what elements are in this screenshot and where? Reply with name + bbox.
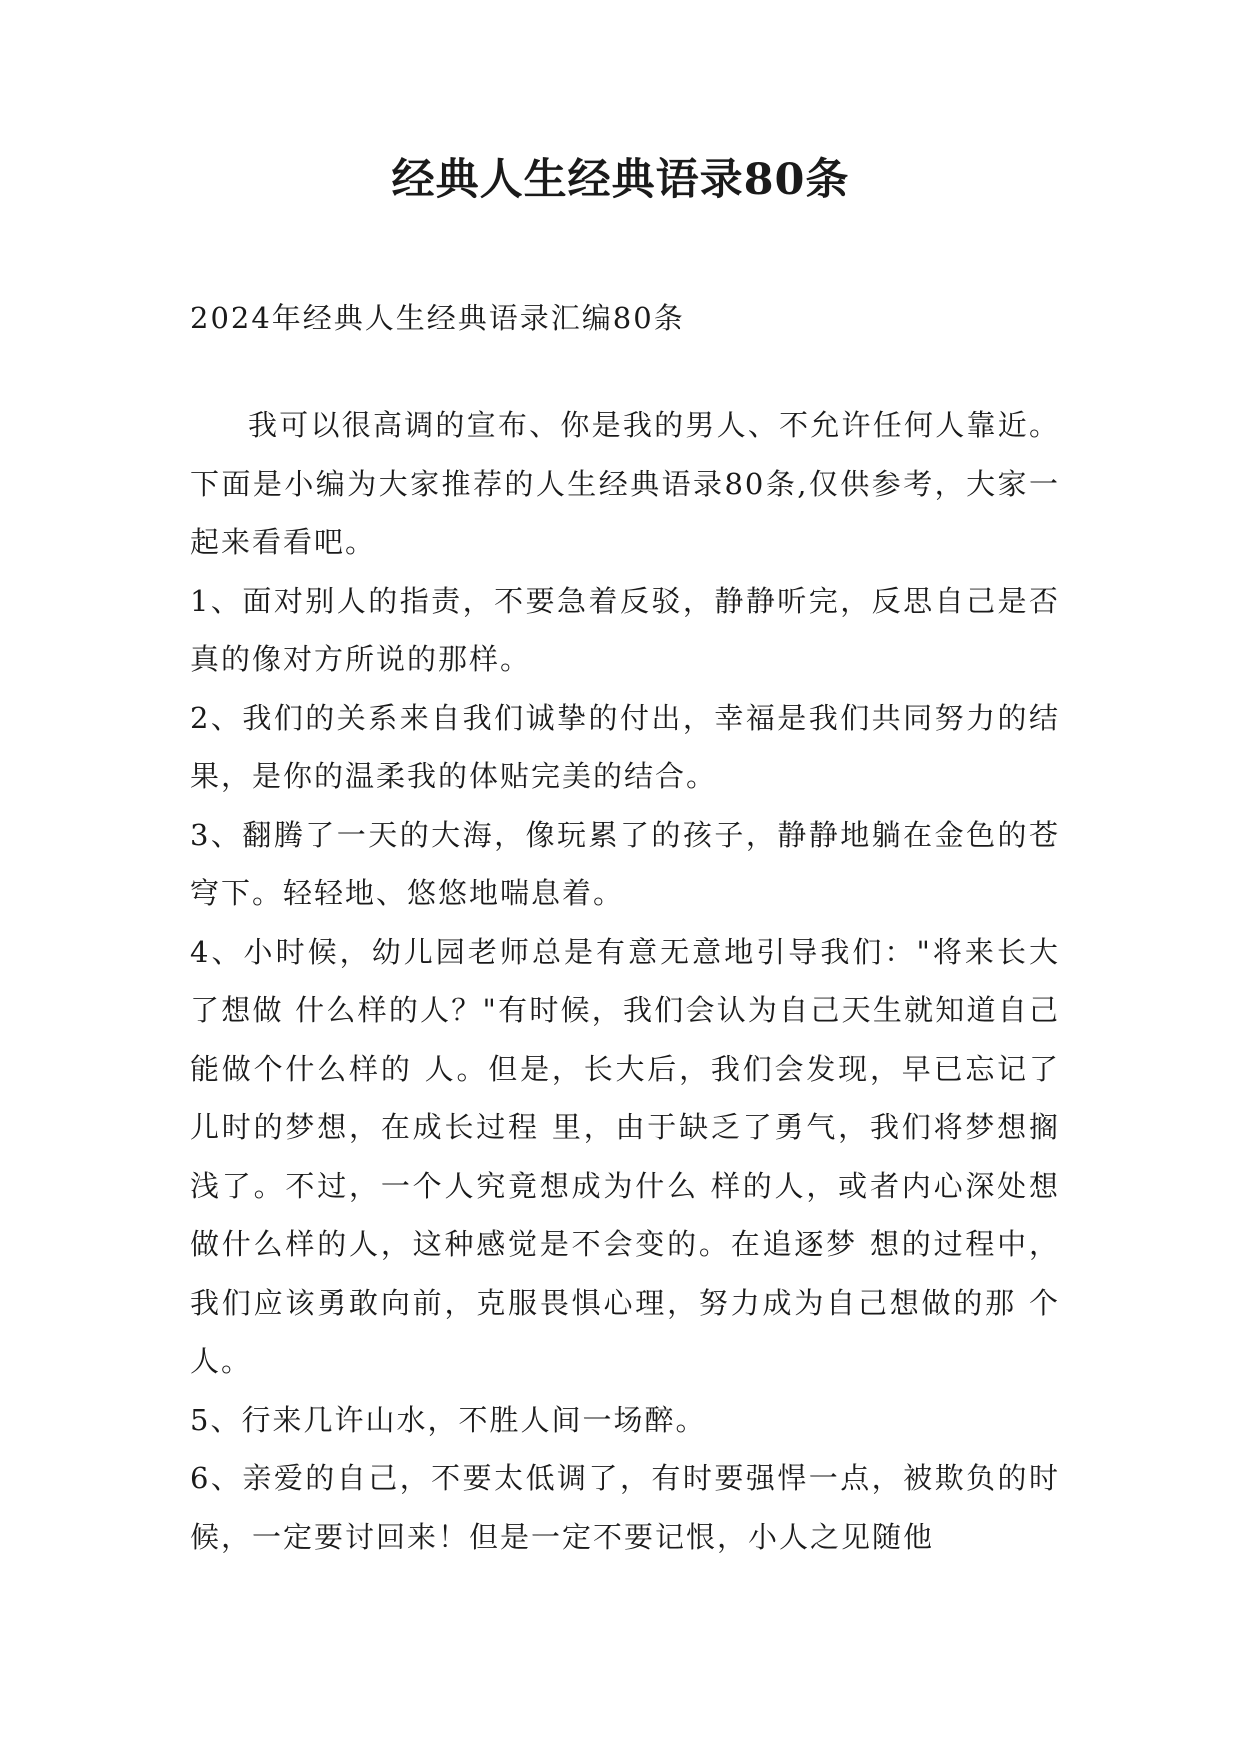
document-title: 经典人生经典语录80条 — [391, 155, 850, 205]
document-subtitle: 2024年经典人生经典语录汇编80条 — [190, 301, 685, 335]
quote-item-5: 5、行来几许山水，不胜人间一场醉。 — [190, 1402, 707, 1437]
quote-item-4: 4、小时候，幼儿园老师总是有意无意地引导我们："将来长大了想做 什么样的人？"有时候，我们会认为自己天生就知道自己能做个什么样的 人。但是，长大后，我们会发现，早已忘记了儿时的梦想，在成长过程 里，由于缺乏了勇气，我们将梦想搁浅了。不过，一个人究竟想成为什么 样的人，或者内心深处想做什么样的人，这种感觉是不会变的。在追逐梦 想的过程中，我们应该勇敢向前，克服畏惧心理，努力成为自己想做的那 个人。 — [190, 934, 1060, 1378]
quote-item-3: 3、翻腾了一天的大海，像玩累了的孩子，静静地躺在金色的苍穹下。轻轻地、悠悠地喘息着。 — [190, 817, 1060, 910]
quote-item-1: 1、面对别人的指责，不要急着反驳，静静听完，反思自己是否真的像对方所说的那样。 — [190, 583, 1060, 676]
document-body — [190, 288, 1060, 1566]
quote-item-6: 6、亲爱的自己，不要太低调了，有时要强悍一点，被欺负的时候，一定要讨回来！但是一定不要记恨，小人之见随他 — [190, 1461, 1060, 1554]
quote-item-2: 2、我们的关系来自我们诚挚的付出，幸福是我们共同努力的结果，是你的温柔我的体贴完美的结合。 — [190, 700, 1060, 793]
intro-paragraph: 我可以很高调的宣布、你是我的男人、不允许任何人靠近。下面是小编为大家推荐的人生经典语录80条,仅供参考，大家一起来看看吧。 — [190, 408, 1060, 559]
